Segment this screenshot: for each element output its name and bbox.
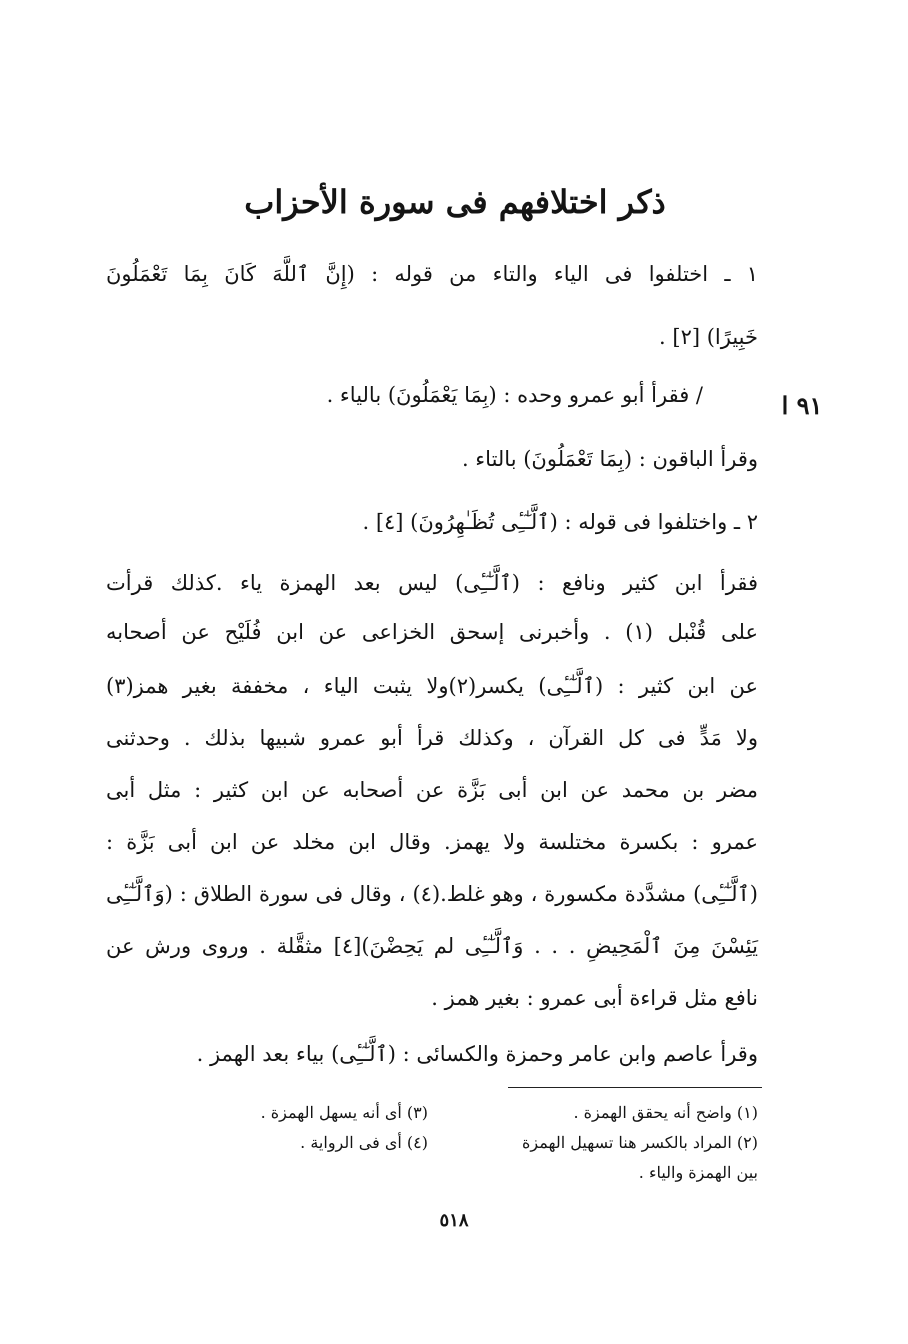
text-line-2: خَبِيرًا) [٢] . xyxy=(659,325,758,349)
text-line-1: ١ ـ اختلفوا فى الياء والتاء من قوله : (إِنَّ ٱللَّهَ كَانَ بِمَا تَعْمَلُونَ xyxy=(106,262,758,286)
text-line-3: / فقرأ أبو عمرو وحده : (بِمَا يَعْمَلُونَ) بالياء . xyxy=(326,383,703,407)
margin-folio-number: ٩١ ا xyxy=(781,391,823,420)
text-line-11: عمرو : بكسرة مختلسة ولا يهمز. وقال ابن مخلد عن ابن أبى بَزَّة : xyxy=(106,830,758,854)
footnote-4: (٤) أى فى الرواية . xyxy=(300,1133,428,1152)
page-number: ٥١٨ xyxy=(439,1210,469,1231)
text-line-15: وقرأ عاصم وابن عامر وحمزة والكسائى : (ٱلَّـٰٓـِٔى) بياء بعد الهمز . xyxy=(196,1042,758,1066)
page-title: ذكر اختلافهم فى سورة الأحزاب xyxy=(244,183,666,221)
text-line-9: ولا مَدٍّ فى كل القرآن ، وكذلك قرأ أبو عمرو شبيها بذلك . وحدثنى xyxy=(106,726,758,750)
text-line-6: فقرأ ابن كثير ونافع : (ٱلَّـٰٓـِٔى) ليس بعد الهمزة ياء .كذلك قرأت xyxy=(106,571,758,595)
text-line-12: (ٱلَّـٰٓـِٔى) مشدَّدة مكسورة ، وهو غلط.(٤) ، وقال فى سورة الطلاق : (وَٱلَّـٰٓـِٔى xyxy=(106,882,758,906)
text-line-10: مضر بن محمد عن ابن أبى بَزَّة عن أصحابه عن ابن كثير : مثل أبى xyxy=(106,778,758,802)
footnote-divider xyxy=(508,1087,762,1088)
footnote-1: (١) واضح أنه يحقق الهمزة . xyxy=(573,1103,758,1122)
text-line-8: عن ابن كثير : (ٱلَّـٰٓـِٔى) يكسر(٢)ولا يثبت الياء ، مخففة بغير همز(٣) xyxy=(106,674,758,698)
text-line-5: ٢ ـ واختلفوا فى قوله : (ٱلَّـٰٓـِٔى تُظَـٰهِرُونَ) [٤] . xyxy=(362,510,758,534)
footnote-2-continuation: بين الهمزة والياء . xyxy=(638,1163,758,1182)
text-line-14: نافع مثل قراءة أبى عمرو : بغير همز . xyxy=(431,986,758,1010)
footnote-2: (٢) المراد بالكسر هنا تسهيل الهمزة xyxy=(522,1133,758,1152)
footnote-3: (٣) أى أنه يسهل الهمزة . xyxy=(260,1103,428,1122)
text-line-13: يَئِسْنَ مِنَ ٱلْمَحِيضِ . . . وَٱلَّـٰٓـِٔى لم يَحِضْنَ)[٤] مثقَّلة . وروى ورش عن xyxy=(106,934,758,958)
text-line-7: على قُنْبل (١) . وأخبرنى إسحق الخزاعى عن ابن فُلَيْح عن أصحابه xyxy=(106,620,758,644)
text-line-4: وقرأ الباقون : (بِمَا تَعْمَلُونَ) بالتاء . xyxy=(461,447,758,471)
